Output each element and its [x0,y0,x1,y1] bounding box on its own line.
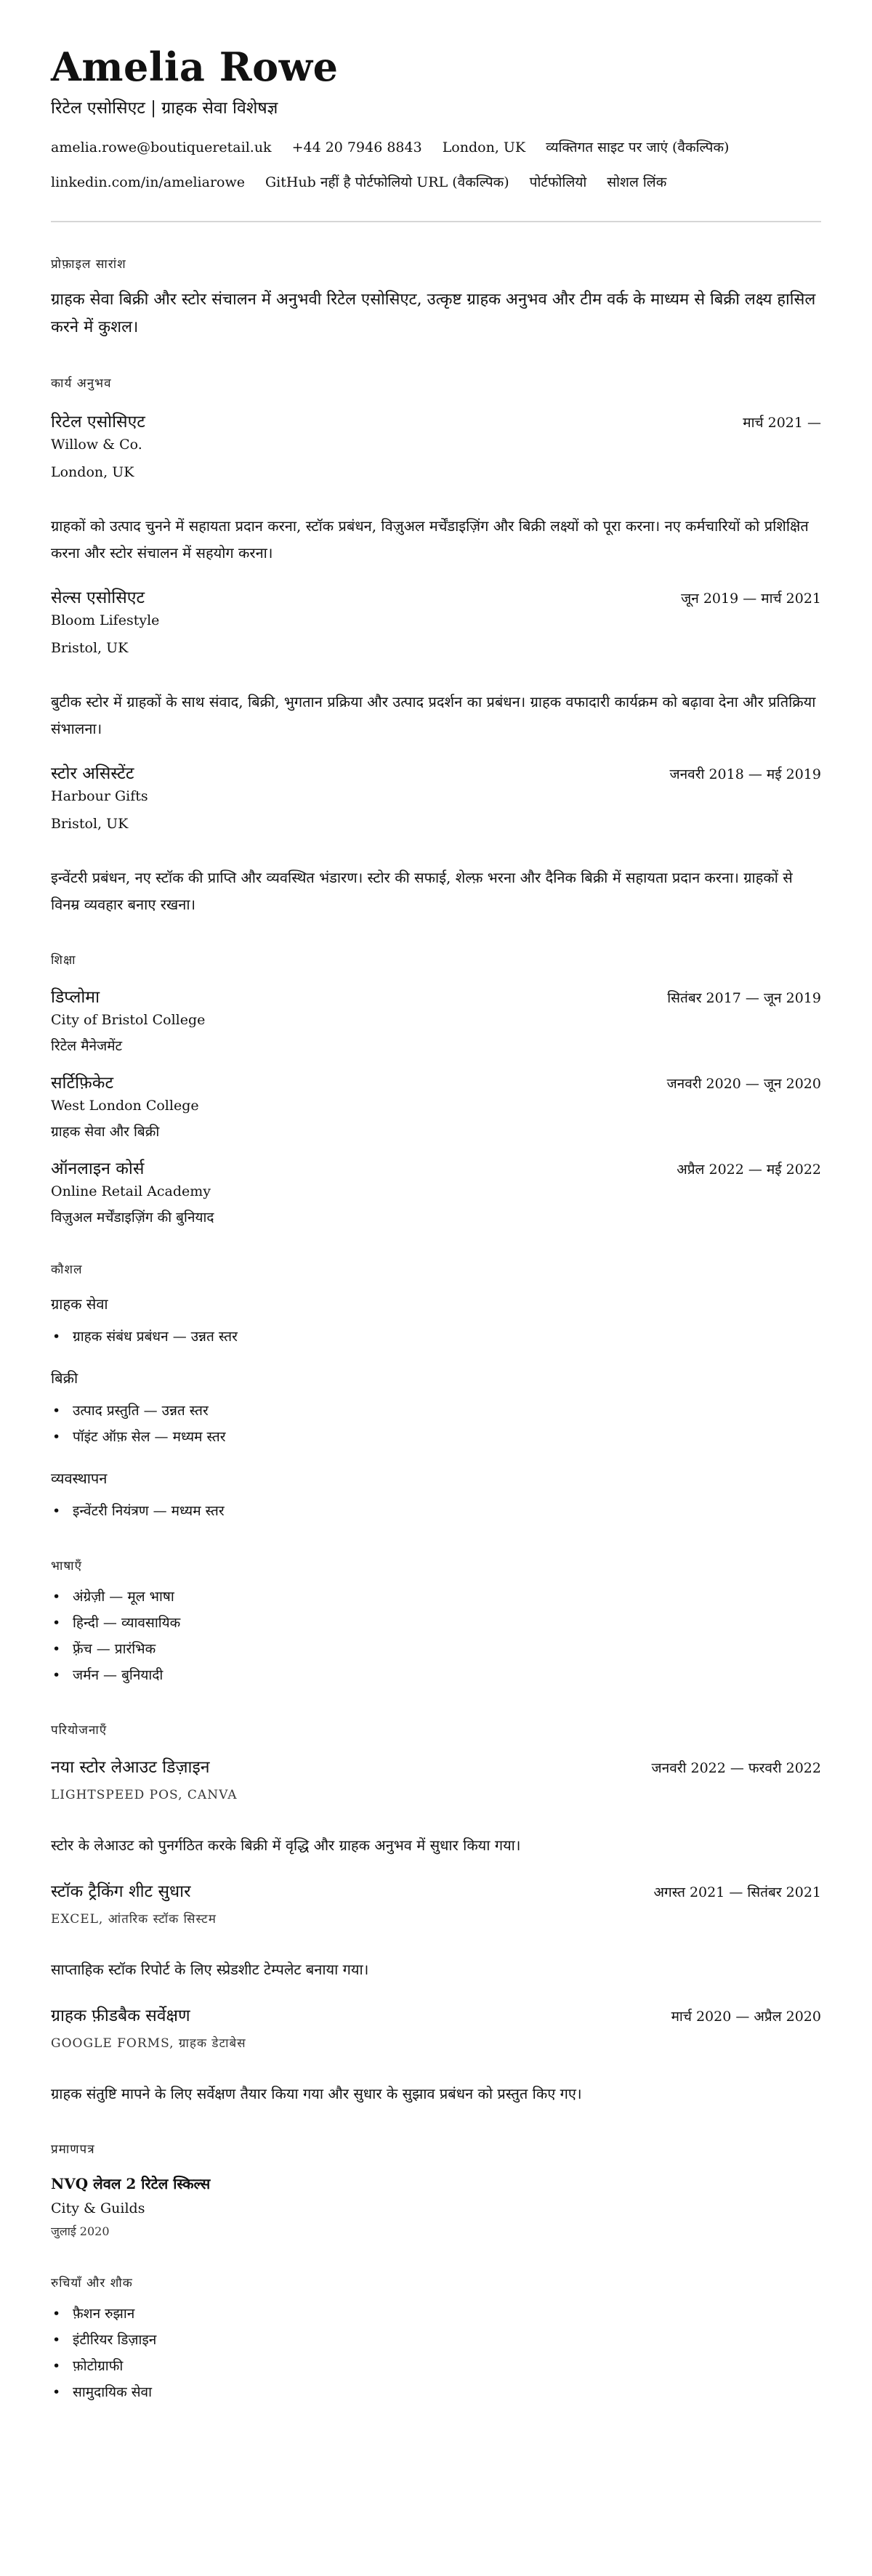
field-of-study: विज़ुअल मर्चेंडाइज़िंग की बुनियाद [51,1210,214,1226]
education-dates: सितंबर 2017 — जून 2019 [667,990,821,1006]
project-description: ग्राहक संतुष्टि मापने के लिए सर्वेक्षण तैयार किया गया और सुधार के सुझाव प्रबंधन को प्रस्तुत किए गए। [51,2085,582,2102]
contact-email[interactable]: amelia.rowe@boutiqueretail.uk [51,139,272,155]
project-entry [51,1755,821,1859]
section-label-interests: रुचियाँ और शौक [51,2276,133,2291]
section-label-languages: भाषाएँ [51,1559,82,1573]
institution: West London College [51,1098,199,1114]
project-title: ग्राहक फ़ीडबैक सर्वेक्षण [51,2006,190,2025]
certification-date: जुलाई 2020 [51,2224,110,2238]
education-dates: अप्रैल 2022 — मई 2022 [677,1162,821,1178]
project-entry [51,1879,821,1983]
skill-group-title: बिक्री [51,1369,78,1387]
institution: Online Retail Academy [51,1183,211,1199]
section-label-certifications: प्रमाणपत्र [51,2142,95,2157]
skill-item: • ग्राहक संबंध प्रबंधन — उन्नत स्तर [51,1324,821,1350]
education-entry [51,1157,821,1228]
skill-list [51,1498,821,1524]
summary-section [51,256,821,341]
education-entry [51,985,821,1056]
contact-social[interactable]: सोशल लिंक [607,174,667,190]
skill-list [51,1324,821,1350]
contact-location: London, UK [442,139,526,155]
employer: Harbour Gifts [51,788,148,804]
education-dates: जनवरी 2020 — जून 2020 [666,1076,821,1092]
skill-list [51,1398,821,1450]
project-description: साप्ताहिक स्टॉक रिपोर्ट के लिए स्प्रेडशीट टेम्पलेट बनाया गया। [51,1961,369,1978]
skills-section [51,1261,821,1524]
job-description: इन्वेंटरी प्रबंधन, नए स्टॉक की प्राप्ति और व्यवस्थित भंडारण। स्टोर की सफाई, शेल्फ़ भरना और दैनिक बिक्री में सहायता प्रदान करना। ग्राहकों से विनम्र व्यवहार बनाए रखना। [51,869,793,913]
job-title: सेल्स एसोसिएट [51,588,145,607]
project-dates: अगस्त 2021 — सितंबर 2021 [653,1884,821,1900]
education-entry [51,1071,821,1142]
section-label-education: शिक्षा [51,953,76,968]
language-item: • अंग्रेज़ी — मूल भाषा [51,1584,821,1610]
skill-item: • पॉइंट ऑफ़ सेल — मध्यम स्तर [51,1424,821,1450]
section-label-projects: परियोजनाएँ [51,1723,108,1738]
language-item: • फ़्रेंच — प्रारंभिक [51,1636,821,1662]
field-of-study: ग्राहक सेवा और बिक्री [51,1124,160,1140]
skill-group-title: ग्राहक सेवा [51,1295,108,1313]
contact-website[interactable]: व्यक्तिगत साइट पर जाएं (वैकल्पिक) [546,139,730,155]
job-dates: जून 2019 — मार्च 2021 [681,591,821,607]
experience-entry [51,761,821,918]
experience-entry [51,586,821,742]
contact-portfolio[interactable]: पोर्टफोलियो [529,174,587,190]
job-location: Bristol, UK [51,816,129,832]
qualification: सर्टिफ़िकेट [51,1074,114,1093]
header-divider [51,221,821,222]
interest-list [51,2301,821,2405]
language-list [51,1584,821,1688]
project-tools: EXCEL, आंतरिक स्टॉक सिस्टम [51,1912,217,1927]
section-label-skills: कौशल [51,1263,83,1277]
project-entry [51,2004,821,2107]
project-dates: जनवरी 2022 — फरवरी 2022 [651,1760,821,1776]
section-label-summary: प्रोफ़ाइल सारांश [51,257,126,272]
language-item: • जर्मन — बुनियादी [51,1662,821,1688]
contact-row-primary [51,137,821,158]
job-location: London, UK [51,464,134,480]
education-section [51,952,821,1228]
project-tools: GOOGLE FORMS, ग्राहक डेटाबेस [51,2036,246,2051]
summary-text: ग्राहक सेवा बिक्री और स्टोर संचालन में अनुभवी रिटेल एसोसिएट, उत्कृष्ट ग्राहक अनुभव और टीम वर्क के माध्यम से बिक्री लक्ष्य हासिल करने में कुशल। [51,291,816,336]
languages-section [51,1558,821,1688]
institution: City of Bristol College [51,1012,206,1028]
headline: रिटेल एसोसिएट | ग्राहक सेवा विशेषज्ञ [51,99,278,118]
qualification: डिप्लोमा [51,988,100,1007]
skill-item: • उत्पाद प्रस्तुति — उन्नत स्तर [51,1398,821,1424]
contact-github[interactable]: GitHub नहीं है पोर्टफोलियो URL (वैकल्पिक) [265,174,509,190]
experience-section [51,375,821,918]
field-of-study: रिटेल मैनेजमेंट [51,1038,123,1054]
contact-phone[interactable]: +44 20 7946 8843 [291,139,422,155]
job-title: स्टोर असिस्टेंट [51,764,134,783]
job-description: ग्राहकों को उत्पाद चुनने में सहायता प्रदान करना, स्टॉक प्रबंधन, विज़ुअल मर्चेंडाइज़िंग और बिक्री लक्ष्यों को पूरा करना। नए कर्मचारियों को प्रशिक्षित करना और स्टोर संचालन में सहयोग करना। [51,517,809,562]
projects-section [51,1722,821,2107]
interests-section [51,2275,821,2405]
interest-item: • इंटीरियर डिज़ाइन [51,2327,821,2353]
certifications-section [51,2141,821,2241]
experience-entry [51,410,821,567]
certification-issuer: City & Guilds [51,2200,145,2216]
contact-linkedin[interactable]: linkedin.com/in/ameliarowe [51,174,245,190]
project-description: स्टोर के लेआउट को पुनर्गठित करके बिक्री में वृद्धि और ग्राहक अनुभव में सुधार किया गया। [51,1836,521,1854]
interest-item: • फ़ैशन रुझान [51,2301,821,2327]
project-title: स्टॉक ट्रैकिंग शीट सुधार [51,1882,191,1901]
project-dates: मार्च 2020 — अप्रैल 2020 [671,2009,821,2025]
contact-row-secondary [51,171,821,193]
resume-header [51,44,821,222]
section-label-experience: कार्य अनुभव [51,376,112,391]
job-location: Bristol, UK [51,640,129,656]
interest-item: • फ़ोटोग्राफी [51,2353,821,2379]
interest-item: • सामुदायिक सेवा [51,2379,821,2405]
job-dates: मार्च 2021 — [743,415,821,431]
project-tools: LIGHTSPEED POS, CANVA [51,1788,238,1802]
candidate-name: Amelia Rowe [51,44,339,90]
skill-group-title: व्यवस्थापन [51,1470,108,1487]
skill-item: • इन्वेंटरी नियंत्रण — मध्यम स्तर [51,1498,821,1524]
qualification: ऑनलाइन कोर्स [51,1159,145,1178]
job-dates: जनवरी 2018 — मई 2019 [669,766,821,782]
job-title: रिटेल एसोसिएट [51,413,145,432]
employer: Bloom Lifestyle [51,612,160,628]
job-description: बुटीक स्टोर में ग्राहकों के साथ संवाद, बिक्री, भुगतान प्रक्रिया और उत्पाद प्रदर्शन का प्रबंधन। ग्राहक वफादारी कार्यक्रम को बढ़ावा देना और प्रतिक्रिया संभालना। [51,693,816,737]
certification-title: NVQ लेवल 2 रिटेल स्किल्स [51,2175,211,2192]
language-item: • हिन्दी — व्यावसायिक [51,1610,821,1636]
project-title: नया स्टोर लेआउट डिज़ाइन [51,1758,210,1777]
employer: Willow & Co. [51,437,142,453]
